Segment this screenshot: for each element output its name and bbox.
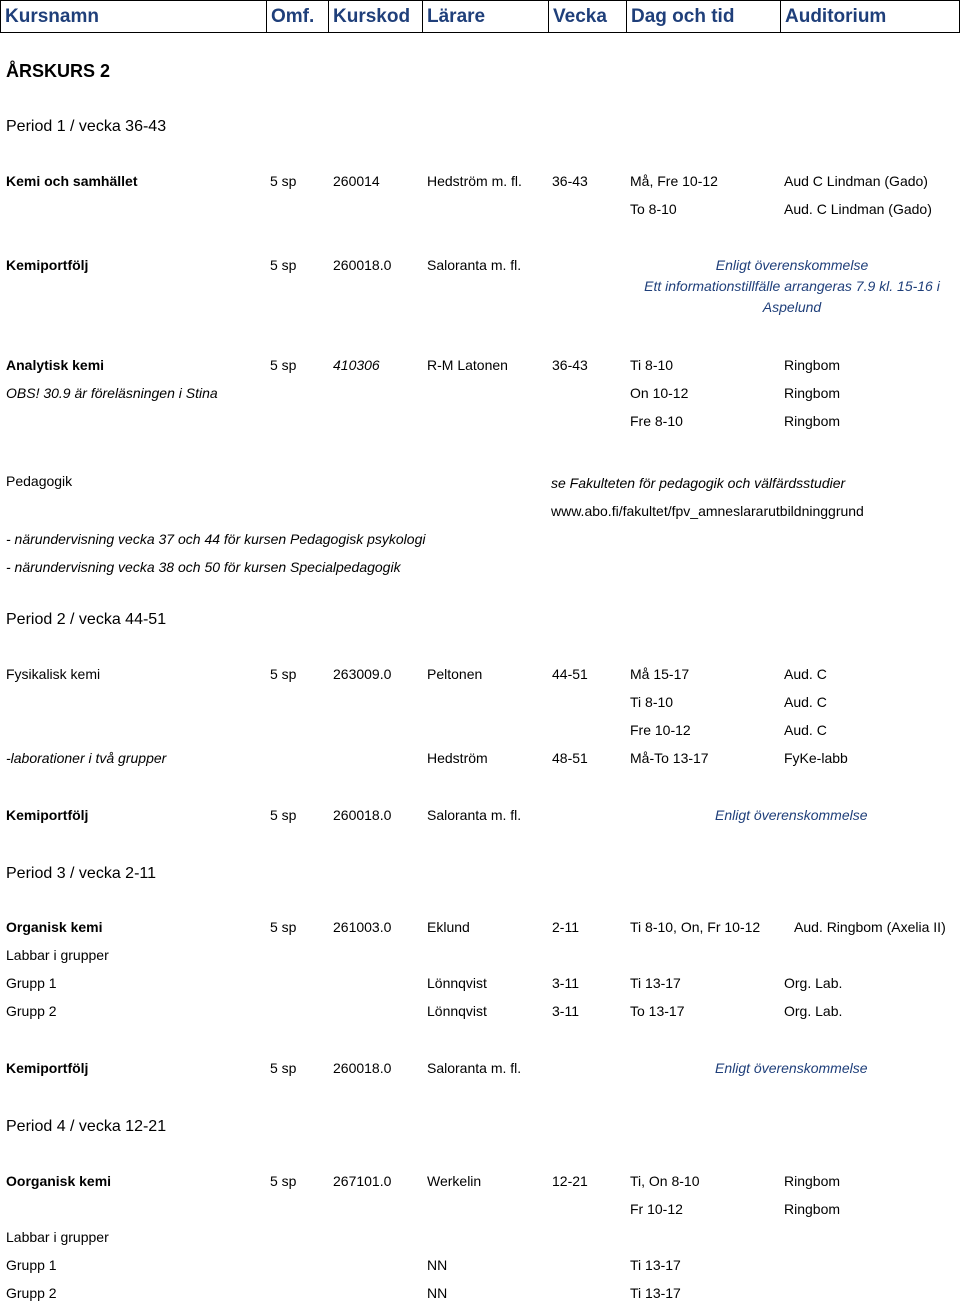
course-time: Må-To 13-17 (630, 750, 709, 766)
col-auditorium: Auditorium (785, 6, 887, 27)
course-time: Ti 8-10, On, Fr 10-12 (630, 919, 761, 935)
course-name: Kemiportfölj (6, 1060, 89, 1076)
course-credits: 5 sp (270, 919, 297, 935)
course-code: 260018.0 (333, 1060, 392, 1076)
course-room: Aud. C (784, 694, 827, 710)
course-weeks: 36-43 (552, 357, 588, 373)
course-credits: 5 sp (270, 1173, 297, 1189)
course-room: Ringbom (784, 1201, 841, 1217)
course-time: Fre 10-12 (630, 722, 691, 738)
course-reference: se Fakulteten för pedagogik och välfärdsstudier (551, 475, 846, 491)
course-name: Oorganisk kemi (6, 1173, 112, 1189)
table-header (0, 0, 960, 33)
course-code: 260018.0 (333, 257, 392, 273)
group-name: Grupp 1 (6, 975, 57, 991)
course-time: Ti 13-17 (630, 975, 681, 991)
course-room: Ringbom (784, 385, 841, 401)
course-teacher: Lönnqvist (427, 975, 487, 991)
course-teacher: Eklund (427, 919, 470, 935)
course-weeks: 2-11 (552, 919, 579, 935)
course-time: To 8-10 (630, 201, 677, 217)
course-code: 260018.0 (333, 807, 392, 823)
course-name: -laborationer i två grupper (6, 750, 167, 766)
course-teacher: R-M Latonen (427, 357, 508, 373)
course-name: Kemi och samhället (6, 173, 138, 189)
col-kurskod: Kurskod (329, 1, 423, 32)
year-title: ÅRSKURS 2 (6, 61, 111, 81)
course-credits: 5 sp (270, 807, 297, 823)
course-name: Pedagogik (6, 473, 73, 489)
course-teacher: Hedström m. fl. (427, 173, 522, 189)
period-1-title: Period 1 / vecka 36-43 (6, 118, 167, 135)
course-credits: 5 sp (270, 173, 297, 189)
course-teacher: NN (427, 1285, 448, 1301)
course-teacher: Peltonen (427, 666, 483, 682)
course-time: Ti 13-17 (630, 1257, 681, 1273)
lab-groups-label: Labbar i grupper (6, 1229, 109, 1245)
col-kursnamn: Kursnamn (1, 1, 267, 32)
course-url[interactable]: www.abo.fi/fakultet/fpv_amneslararutbildninggrund (551, 503, 864, 519)
course-room: Ringbom (784, 413, 841, 429)
course-teacher: NN (427, 1257, 448, 1273)
course-credits: 5 sp (270, 666, 297, 682)
course-weeks: 12-21 (552, 1173, 588, 1189)
course-time: Ti 8-10 (630, 694, 674, 710)
course-weeks: 48-51 (552, 750, 588, 766)
course-room: Aud. Ringbom (Axelia II) (794, 919, 946, 935)
course-credits: 5 sp (270, 357, 297, 373)
course-credits: 5 sp (270, 1060, 297, 1076)
course-room: FyKe-labb (784, 750, 848, 766)
period-3-title: Period 3 / vecka 2-11 (6, 865, 157, 882)
course-time: Ti, On 8-10 (630, 1173, 700, 1189)
course-weeks: 3-11 (552, 975, 579, 991)
course-note: Enligt överenskommelse (715, 1060, 868, 1076)
course-code: 267101.0 (333, 1173, 392, 1189)
course-time: Fre 8-10 (630, 413, 683, 429)
course-time: To 13-17 (630, 1003, 685, 1019)
course-teacher: Lönnqvist (427, 1003, 487, 1019)
course-room: Aud. C (784, 722, 827, 738)
course-room: Aud. C Lindman (Gado) (784, 201, 932, 217)
course-time: Fr 10-12 (630, 1201, 683, 1217)
period-4-title: Period 4 / vecka 12-21 (6, 1118, 167, 1135)
lab-groups-label: Labbar i grupper (6, 947, 109, 963)
course-time: On 10-12 (630, 385, 689, 401)
course-room: Org. Lab. (784, 1003, 843, 1019)
course-note: Enligt överenskommelse (715, 807, 868, 823)
course-time: Ti 8-10 (630, 357, 674, 373)
course-remark: - närundervisning vecka 37 och 44 för kursen Pedagogisk psykologi (6, 531, 426, 547)
course-teacher: Saloranta m. fl. (427, 257, 522, 273)
course-time: Må 15-17 (630, 666, 690, 682)
course-code: 260014 (333, 173, 380, 189)
period-2-title: Period 2 / vecka 44-51 (6, 611, 167, 628)
course-weeks: 36-43 (552, 173, 588, 189)
course-room: Org. Lab. (784, 975, 843, 991)
group-name: Grupp 2 (6, 1285, 57, 1301)
course-weeks: 3-11 (552, 1003, 579, 1019)
group-name: Grupp 1 (6, 1257, 57, 1273)
course-weeks: 44-51 (552, 666, 588, 682)
course-name: Analytisk kemi (6, 357, 105, 373)
course-code: 263009.0 (333, 666, 392, 682)
course-code: 410306 (333, 357, 380, 373)
course-name: Organisk kemi (6, 919, 103, 935)
course-room: Ringbom (784, 357, 841, 373)
course-time: Må, Fre 10-12 (630, 173, 718, 189)
course-teacher: Saloranta m. fl. (427, 1060, 522, 1076)
course-code: 261003.0 (333, 919, 392, 935)
group-name: Grupp 2 (6, 1003, 57, 1019)
course-room: Ringbom (784, 1173, 841, 1189)
course-name: Kemiportfölj (6, 807, 89, 823)
course-teacher: Hedström (427, 750, 488, 766)
course-time: Ti 13-17 (630, 1285, 681, 1301)
course-teacher: Saloranta m. fl. (427, 807, 522, 823)
col-dag-och-tid: Dag och tid (627, 1, 781, 32)
course-room: Aud. C (784, 666, 827, 682)
course-note: Aspelund (762, 299, 822, 315)
course-name: Fysikalisk kemi (6, 666, 101, 682)
course-credits: 5 sp (270, 257, 297, 273)
col-larare: Lärare (423, 1, 549, 32)
course-remark: OBS! 30.9 är föreläsningen i Stina (6, 385, 218, 401)
header-divider (0, 32, 960, 33)
course-name: Kemiportfölj (6, 257, 89, 273)
col-vecka: Vecka (549, 1, 627, 32)
course-note: Ett informationstillfälle arrangeras 7.9 kl. 15-16 i (644, 278, 940, 294)
course-room: Aud C Lindman (Gado) (784, 173, 928, 189)
col-omf: Omf. (267, 1, 329, 32)
course-teacher: Werkelin (427, 1173, 482, 1189)
course-note: Enligt överenskommelse (715, 257, 869, 273)
course-remark: - närundervisning vecka 38 och 50 för kursen Specialpedagogik (6, 559, 401, 575)
